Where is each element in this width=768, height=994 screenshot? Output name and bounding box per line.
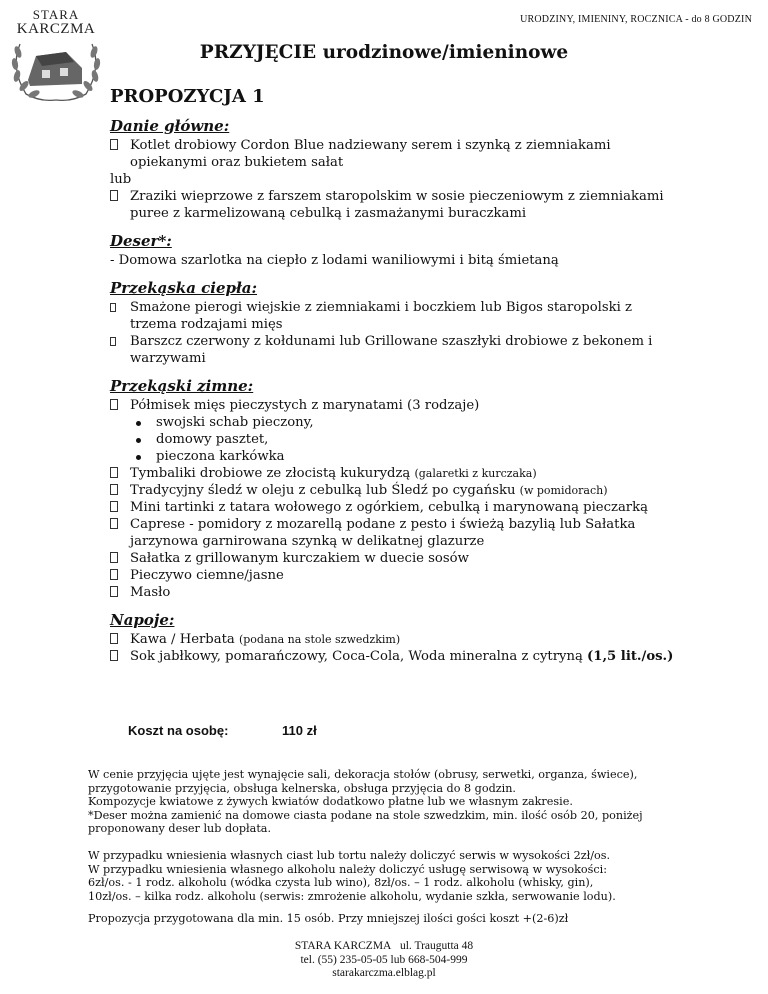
checkbox-bullet-icon	[110, 650, 118, 661]
hot-item2-line2: warzywami	[130, 351, 206, 366]
checkbox-bullet-icon	[110, 399, 118, 410]
coffee-note: (podana na stole szwedzkim)	[238, 633, 401, 646]
cold-starter-heading: Przekąski zimne:	[110, 377, 254, 395]
main-option1-line2: opiekanymi oraz bukietem sałat	[130, 155, 344, 170]
checkbox-bullet-icon	[110, 303, 116, 312]
tymbaliki-text: Tymbaliki drobiowe ze złocistą kukurydzą	[130, 466, 415, 481]
checkbox-bullet-icon	[110, 633, 118, 644]
footer-line: W przypadku wniesienia własnego alkoholu należy doliczyć usługę serwisową w wysokości:	[88, 862, 608, 876]
footer-line: 6zł/os. - 1 rodz. alkoholu (wódka czysta lub wino), 8zł/os. – 1 rodz. alkoholu (whisky, gin),	[88, 876, 594, 890]
main-option2-line1: Zraziki wieprzowe z farszem staropolskim w sosie pieczeniowym z ziemniakami	[130, 189, 664, 204]
bullet-dot-icon	[136, 455, 141, 460]
list-item	[110, 448, 760, 465]
checkbox-bullet-icon	[110, 501, 118, 512]
bullet-dot-icon	[136, 421, 141, 426]
coffee-text: Kawa / Herbata	[130, 632, 239, 647]
list-item	[110, 333, 760, 367]
tartare-text: Mini tartinki z tatara wołowego z ogórkiem, cebulką i marynowaną pieczarką	[130, 500, 648, 515]
footer-line: proponowany deser lub dopłata.	[88, 822, 272, 836]
price-label: Koszt na osobę:	[128, 723, 229, 738]
list-item	[110, 499, 760, 516]
page-title: PRZYJĘCIE urodzinowe/imieninowe	[199, 42, 569, 63]
list-item	[110, 431, 760, 448]
contact-web[interactable]: starakarczma.elblag.pl	[332, 967, 436, 979]
butter-text: Masło	[130, 585, 171, 600]
footer-line: Kompozycje kwiatowe z żywych kwiatów dodatkowo płatne lub we własnym zakresie.	[88, 795, 573, 809]
herring-note: (w pomidorach)	[519, 484, 608, 497]
list-item	[110, 550, 760, 567]
contact-address: ul. Traugutta 48	[399, 940, 474, 952]
footer-line: przygotowanie przyjęcia, obsługa kelnerska, obsługa przyjęcia do 8 godzin.	[88, 781, 516, 795]
platter-sub-1: swojski schab pieczony,	[156, 415, 314, 430]
footer-line: W cenie przyjęcia ujęte jest wynajęcie sali, dekoracja stołów (obrusy, serwetki, organza, świece),	[88, 768, 638, 781]
main-option2-line2: puree z karmelizowaną cebulką i zasmażanymi buraczkami	[130, 206, 527, 221]
checkbox-bullet-icon	[110, 569, 118, 580]
checkbox-bullet-icon	[110, 190, 118, 201]
proposal-title: PROPOZYCJA 1	[110, 86, 265, 107]
dessert-item: - Domowa szarlotka na ciepło z lodami waniliowymi i bitą śmietaną	[110, 253, 559, 268]
list-item	[110, 482, 760, 499]
drinks-heading: Napoje:	[110, 611, 175, 629]
main-option1-line1: Kotlet drobiowy Cordon Blue nadziewany serem i szynką z ziemniakami	[130, 138, 611, 153]
list-item	[110, 465, 760, 482]
list-item	[110, 299, 760, 333]
footer-line: W przypadku wniesienia własnych ciast lub tortu należy doliczyć serwis w wysokości 2zł/os.	[88, 849, 611, 862]
list-item	[110, 516, 760, 550]
or-label: lub	[110, 172, 132, 187]
checkbox-bullet-icon	[110, 139, 118, 150]
header-note: URODZINY, IMIENINY, ROCZNICA - do 8 GODZIN	[520, 14, 752, 25]
footer-service-fees	[88, 849, 728, 903]
list-item	[110, 648, 760, 665]
footer-line: 10zł/os. – kilka rodz. alkoholu (serwis: zmrożenie alkoholu, wydanie szkła, serwowanie lodu).	[88, 889, 616, 903]
list-item	[110, 631, 760, 648]
platter-sub-3: pieczona karkówka	[156, 449, 285, 464]
list-item	[110, 414, 760, 431]
salad-text: Sałatka z grillowanym kurczakiem w duecie sosów	[130, 551, 469, 566]
logo-line1: STARA	[32, 7, 80, 22]
list-item	[110, 567, 760, 584]
list-item	[110, 584, 760, 601]
juice-note: (1,5 lit./os.)	[587, 649, 674, 664]
checkbox-bullet-icon	[110, 518, 118, 529]
hot-item2-line1: Barszcz czerwony z kołdunami lub Grillowane szaszłyki drobiowe z bekonem i	[130, 334, 653, 349]
platter-note: (3 rodzaje)	[407, 398, 480, 413]
herring-text: Tradycyjny śledź w oleju z cebulką lub Śledź po cygańsku	[130, 483, 520, 498]
checkbox-bullet-icon	[110, 337, 116, 346]
dessert-heading: Deser*:	[110, 232, 172, 250]
contact-phone: tel. (55) 235-05-05 lub 668-504-999	[300, 953, 468, 966]
checkbox-bullet-icon	[110, 552, 118, 563]
footer-line: *Deser można zamienić na domowe ciasta podane na stole szwedzkim, min. ilość osób 20, poniżej	[88, 808, 643, 822]
list-item	[110, 137, 760, 171]
main-course-heading: Danie główne:	[110, 117, 230, 135]
menu-content	[110, 118, 760, 665]
hot-starter-heading: Przekąska ciepła:	[110, 279, 258, 297]
checkbox-bullet-icon	[110, 467, 118, 478]
caprese-line1: Caprese - pomidory z mozarellą podane z pesto i świeżą bazylią lub Sałatka	[130, 517, 636, 532]
bread-text: Pieczywo ciemne/jasne	[130, 568, 284, 583]
checkbox-bullet-icon	[110, 484, 118, 495]
footer-min-guests: Propozycja przygotowana dla min. 15 osób. Przy mniejszej ilości gości koszt +(2-6)zł	[88, 912, 569, 925]
list-item	[110, 188, 760, 222]
caprese-line2: jarzynowa garnirowana szynką w delikatnej glazurze	[130, 534, 485, 549]
juice-text: Sok jabłkowy, pomarańczowy, Coca-Cola, Woda mineralna z cytryną	[130, 649, 588, 664]
hot-item1-line1: Smażone pierogi wiejskie z ziemniakami i boczkiem lub Bigos staropolski z	[130, 300, 632, 315]
logo-line2: KARCZMA	[16, 21, 96, 37]
contact-name: STARA KARCZMA	[294, 940, 392, 952]
contact-block	[0, 940, 768, 981]
price-value: 110 zł	[282, 723, 317, 738]
footer-terms	[88, 768, 728, 836]
hot-item1-line2: trzema rodzajami mięs	[130, 317, 283, 332]
checkbox-bullet-icon	[110, 586, 118, 597]
platter-sub-2: domowy pasztet,	[156, 432, 269, 447]
list-item	[110, 397, 760, 414]
bullet-dot-icon	[136, 438, 141, 443]
tymbaliki-note: (galaretki z kurczaka)	[414, 467, 537, 480]
platter-text: Półmisek mięs pieczystych z marynatami	[130, 398, 408, 413]
